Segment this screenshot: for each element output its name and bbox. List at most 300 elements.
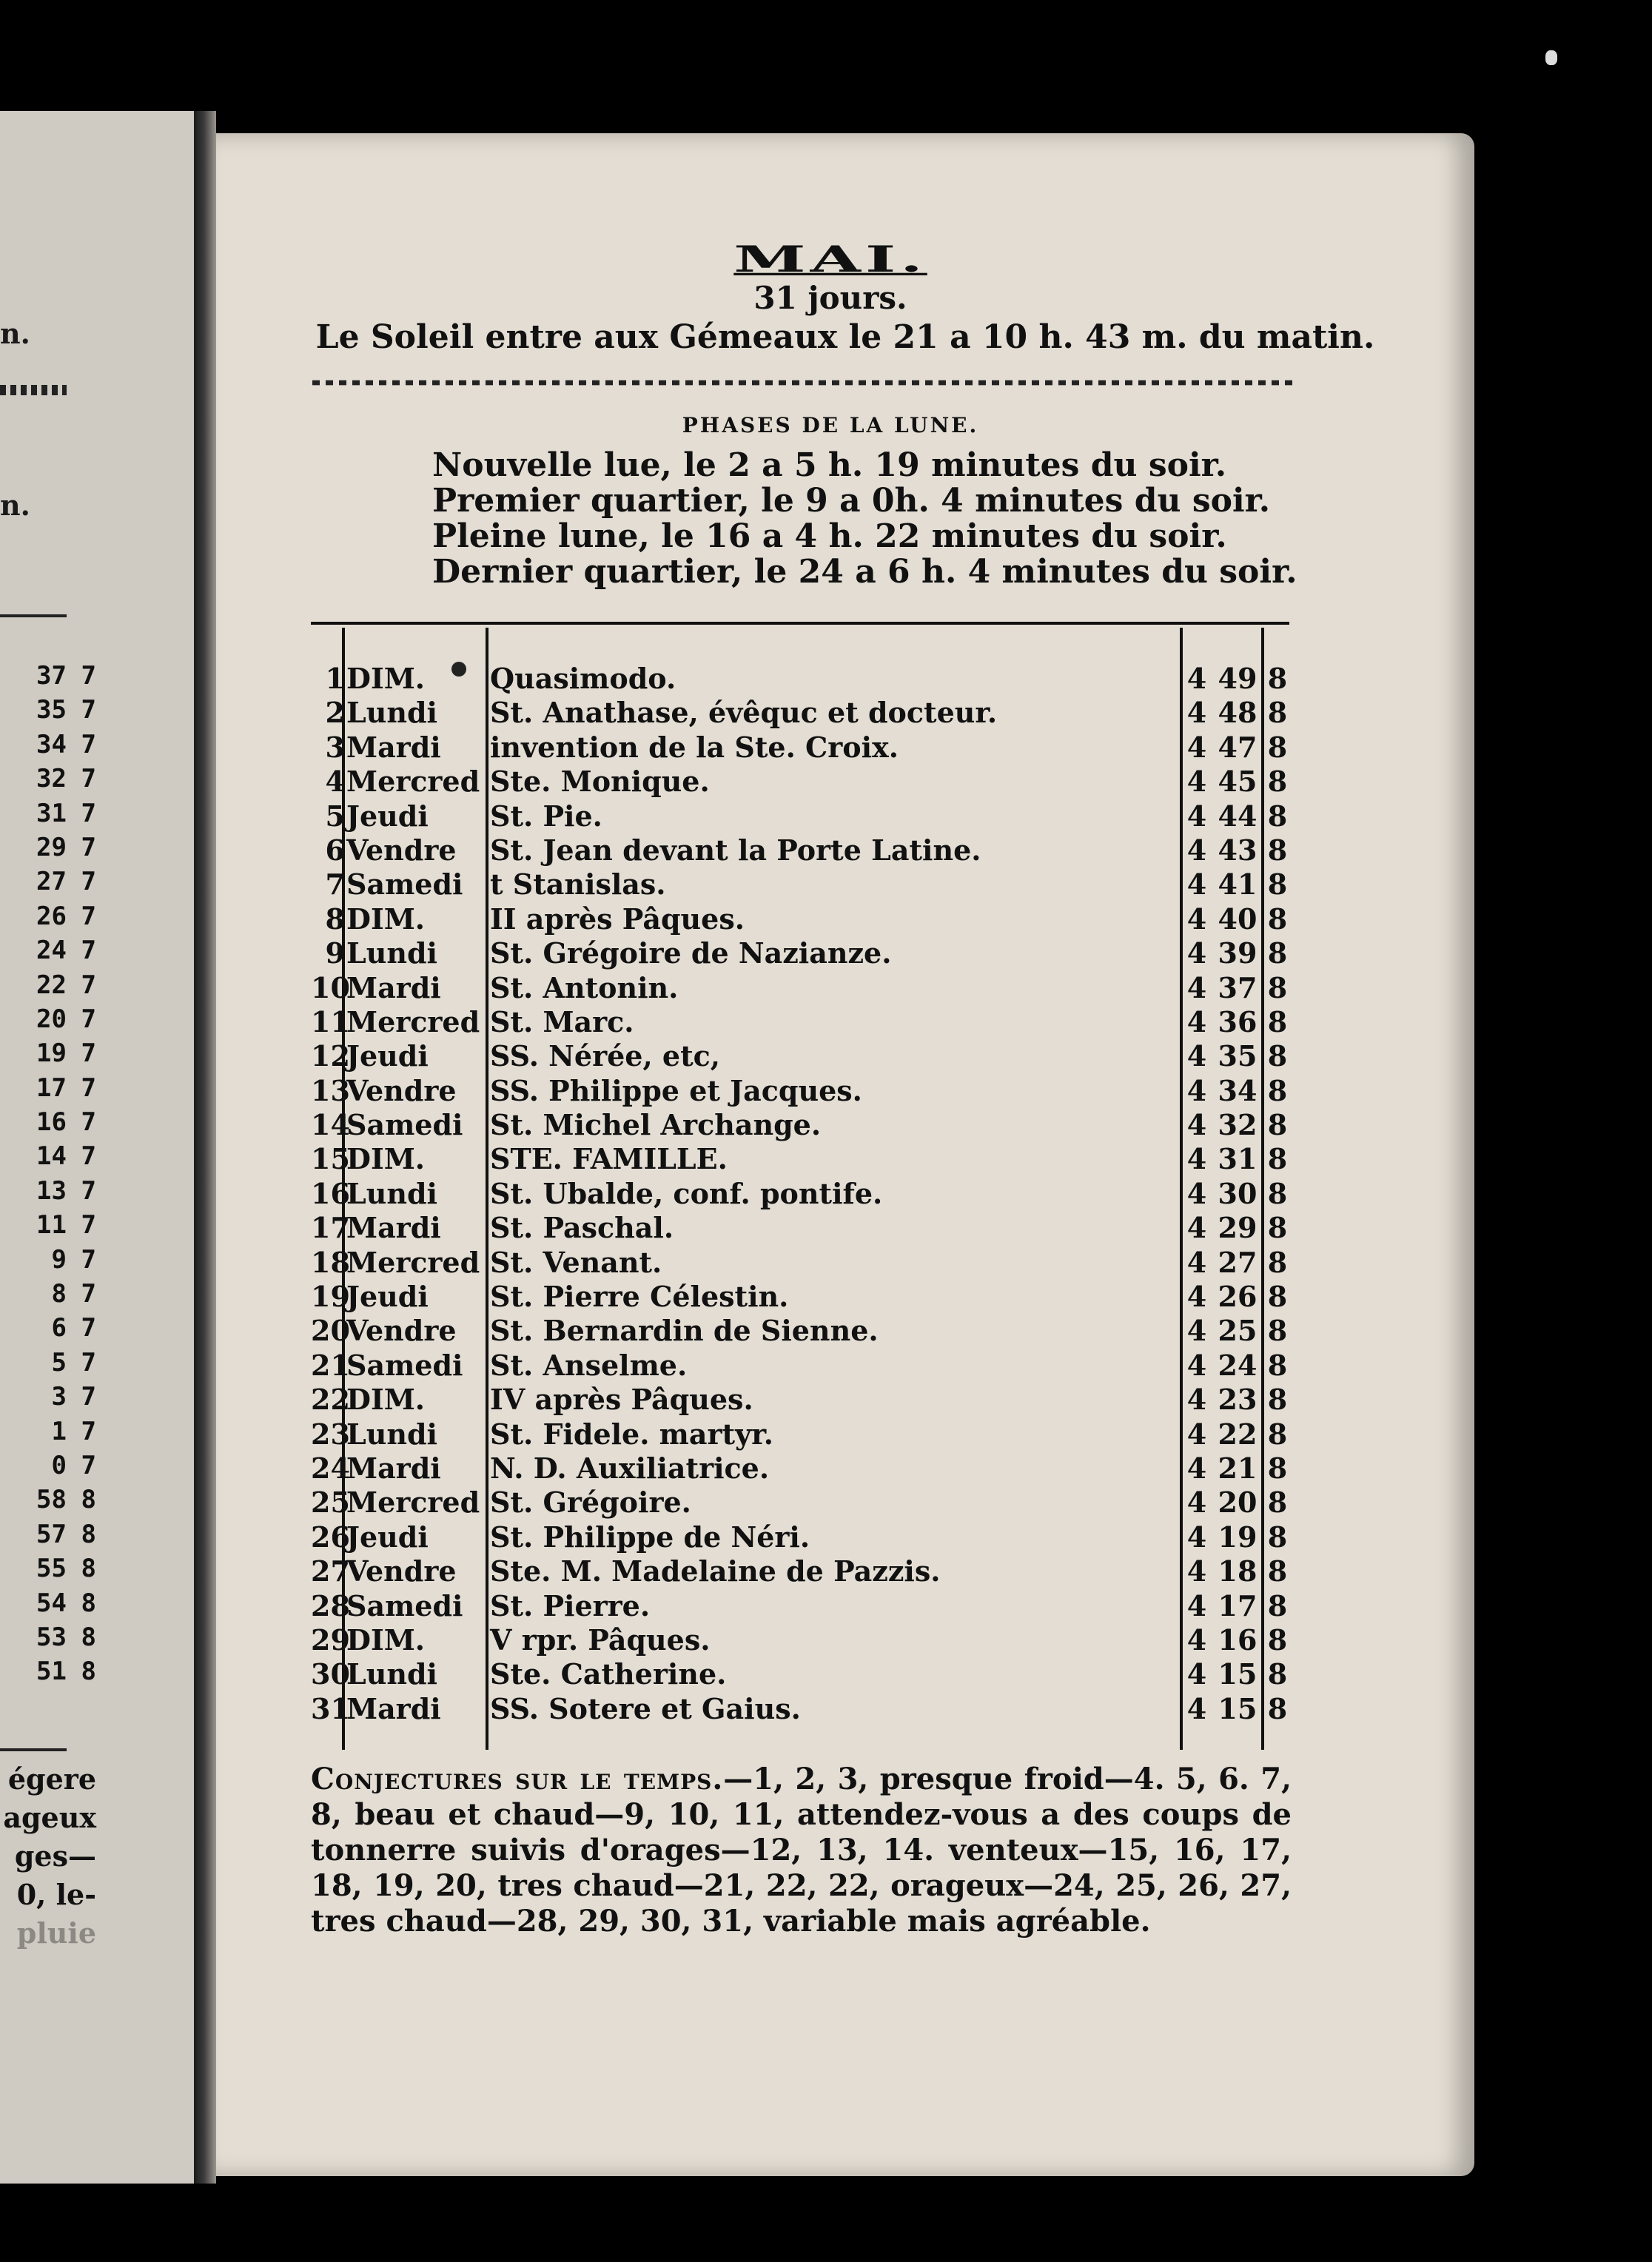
left-row xyxy=(0,659,96,693)
feast-name: St. Anathase, évêquc et docteur. xyxy=(490,696,998,730)
sunset-hour: 8 xyxy=(1267,1004,1288,1038)
sunset-hour: 8 xyxy=(1267,1348,1288,1382)
calendar-row xyxy=(311,1005,1289,1039)
sunset-hour: 8 xyxy=(1267,867,1288,902)
days-count: 31 jours. xyxy=(753,280,907,316)
feast-name: N. D. Auxiliatrice. xyxy=(490,1451,770,1485)
sunrise-hour: 4 xyxy=(1186,1520,1207,1554)
feast-name: St. Philippe de Néri. xyxy=(490,1520,810,1554)
sunrise-minute: 25 xyxy=(1218,1314,1258,1348)
feast-name: invention de la Ste. Croix. xyxy=(490,730,899,764)
left-row-hour: 7 xyxy=(81,1382,96,1412)
feast-name: St. Pie. xyxy=(490,799,602,833)
calendar-table xyxy=(311,622,1289,1750)
weekday: Lundi xyxy=(346,696,437,730)
left-row-minute: 5 xyxy=(51,1347,67,1377)
edge-mark xyxy=(1545,50,1557,65)
feast-name: St. Michel Archange. xyxy=(490,1108,822,1142)
sunrise-hour: 4 xyxy=(1186,1622,1207,1657)
sunset-hour: 8 xyxy=(1267,936,1288,970)
calendar-row xyxy=(311,1486,1289,1520)
calendar-row xyxy=(311,1142,1289,1176)
weekday: DIM. xyxy=(346,1383,426,1417)
sunset-hour: 8 xyxy=(1267,1417,1288,1451)
weekday: Mardi xyxy=(346,1691,441,1725)
sunrise-hour: 4 xyxy=(1186,1108,1207,1142)
feast-name: Ste. M. Madelaine de Pazzis. xyxy=(490,1554,941,1588)
sunrise-hour: 4 xyxy=(1186,1314,1207,1348)
left-tail-line: pluie xyxy=(16,1916,96,1950)
wavy-rule xyxy=(312,374,1297,390)
book-gutter xyxy=(194,111,216,2184)
feast-name: II après Pâques. xyxy=(490,902,745,936)
sunrise-minute: 36 xyxy=(1218,1004,1258,1038)
sunrise-hour: 4 xyxy=(1186,765,1207,799)
left-row-minute: 51 xyxy=(36,1657,67,1687)
left-row xyxy=(0,1586,96,1620)
left-page-fragment xyxy=(0,111,194,2184)
sunrise-minute: 43 xyxy=(1218,833,1258,867)
sunset-hour: 8 xyxy=(1267,1657,1288,1691)
sunrise-hour: 4 xyxy=(1186,1073,1207,1107)
left-row xyxy=(0,1311,96,1345)
sunset-hour: 8 xyxy=(1267,1486,1288,1520)
left-row-minute: 0 xyxy=(51,1450,67,1480)
sunrise-hour: 4 xyxy=(1186,1588,1207,1622)
almanac-page xyxy=(216,133,1474,2176)
sunrise-hour: 4 xyxy=(1186,799,1207,833)
sunrise-minute: 26 xyxy=(1218,1280,1258,1314)
left-wavy-rule xyxy=(0,385,67,395)
calendar-row xyxy=(311,936,1289,970)
left-row-minute: 3 xyxy=(51,1382,67,1412)
calendar-row xyxy=(311,867,1289,902)
weekday: DIM. xyxy=(346,662,426,695)
left-row-hour: 7 xyxy=(81,1038,96,1069)
day-number: 30 xyxy=(311,1657,350,1691)
sunrise-minute: 41 xyxy=(1218,867,1258,902)
left-row xyxy=(0,1483,96,1517)
moon-phases xyxy=(432,448,1357,590)
sunrise-hour: 4 xyxy=(1186,730,1207,764)
day-number: 18 xyxy=(311,1245,350,1279)
sunrise-minute: 48 xyxy=(1218,696,1258,730)
weekday: Lundi xyxy=(346,1417,437,1451)
conjectures-label: Conjectures sur le temps. xyxy=(311,1762,724,1796)
sunrise-minute: 23 xyxy=(1218,1383,1258,1417)
calendar-rows xyxy=(311,662,1289,1726)
sunrise-minute: 34 xyxy=(1218,1073,1258,1107)
calendar-row xyxy=(311,1349,1289,1383)
day-number: 2 xyxy=(325,696,345,730)
sunset-hour: 8 xyxy=(1267,730,1288,764)
left-tail-line: ageux xyxy=(3,1801,96,1834)
left-row-hour: 7 xyxy=(81,1347,96,1377)
sunrise-minute: 27 xyxy=(1218,1245,1258,1279)
weekday: Jeudi xyxy=(346,1520,429,1554)
left-row-minute: 58 xyxy=(36,1485,67,1515)
sunrise-minute: 24 xyxy=(1218,1348,1258,1382)
day-number: 8 xyxy=(325,902,345,936)
left-row xyxy=(0,933,96,967)
feast-name: St. Ubalde, conf. pontife. xyxy=(490,1176,883,1210)
left-row-hour: 7 xyxy=(81,1073,96,1103)
sunset-hour: 8 xyxy=(1267,1039,1288,1073)
sunrise-minute: 20 xyxy=(1218,1486,1258,1520)
left-row xyxy=(0,1414,96,1449)
left-row xyxy=(0,762,96,796)
sunrise-minute: 22 xyxy=(1218,1417,1258,1451)
feast-name: Ste. Catherine. xyxy=(490,1657,727,1691)
day-number: 5 xyxy=(325,799,345,833)
left-fragment-text: n. xyxy=(0,489,30,522)
day-number: 22 xyxy=(311,1383,350,1417)
sunrise-hour: 4 xyxy=(1186,662,1207,695)
left-row-minute: 34 xyxy=(36,729,67,759)
sunrise-minute: 15 xyxy=(1218,1691,1258,1725)
left-tail-line: égere xyxy=(7,1762,96,1796)
left-row xyxy=(0,1036,96,1070)
left-row-minute: 20 xyxy=(36,1004,67,1034)
sunrise-minute: 18 xyxy=(1218,1554,1258,1588)
sunrise-hour: 4 xyxy=(1186,1383,1207,1417)
calendar-row xyxy=(311,1074,1289,1108)
new-moon-icon xyxy=(451,662,466,677)
day-number: 21 xyxy=(311,1348,350,1382)
feast-name: St. Venant. xyxy=(490,1245,662,1279)
feast-name: t Stanislas. xyxy=(490,867,666,902)
weekday: Samedi xyxy=(346,1108,463,1142)
day-number: 23 xyxy=(311,1417,350,1451)
sunset-hour: 8 xyxy=(1267,1108,1288,1142)
sunset-hour: 8 xyxy=(1267,833,1288,867)
sunrise-minute: 21 xyxy=(1218,1451,1258,1485)
sunset-hour: 8 xyxy=(1267,799,1288,833)
feast-name: STE. FAMILLE. xyxy=(490,1142,728,1176)
left-row xyxy=(0,1620,96,1654)
weekday: Vendre xyxy=(346,833,457,867)
left-row-minute: 24 xyxy=(36,936,67,966)
conjectures-text: —1, 2, 3, presque froid—4. 5, 6. 7, 8, beau et chaud—9, 10, 11, attendez-vous a des coups de tonnerre suivis d'orages—12, 13, 14. venteux—15, 16, 17, 18, 19, 20, tres chaud—21, 22, 22, orageux—24, 25, 26, 27, tres chaud—28, 29, 30, 31, variable mais agréable. xyxy=(311,1762,1292,1939)
left-row xyxy=(0,1174,96,1208)
left-row-hour: 7 xyxy=(81,832,96,862)
sunrise-hour: 4 xyxy=(1186,1176,1207,1210)
sunrise-hour: 4 xyxy=(1186,1280,1207,1314)
left-row-minute: 37 xyxy=(36,661,67,691)
phase-line: Nouvelle lue, le 2 a 5 h. 19 minutes du soir. xyxy=(432,446,1227,484)
feast-name: IV après Pâques. xyxy=(490,1383,753,1417)
left-fragment-text: n. xyxy=(0,317,30,350)
sunrise-hour: 4 xyxy=(1186,867,1207,902)
calendar-row xyxy=(311,1108,1289,1142)
left-row-minute: 27 xyxy=(36,867,67,897)
left-row xyxy=(0,1449,96,1483)
feast-name: St. Pierre. xyxy=(490,1588,651,1622)
left-row-hour: 7 xyxy=(81,695,96,725)
left-row-hour: 7 xyxy=(81,970,96,1000)
calendar-row xyxy=(311,902,1289,936)
sunrise-hour: 4 xyxy=(1186,1039,1207,1073)
left-row-minute: 6 xyxy=(51,1313,67,1343)
left-row-hour: 7 xyxy=(81,729,96,759)
calendar-row xyxy=(311,1417,1289,1451)
day-number: 28 xyxy=(311,1588,350,1622)
left-rule xyxy=(0,614,67,617)
weekday: Jeudi xyxy=(346,799,429,833)
feast-name: St. Antonin. xyxy=(490,970,679,1004)
sunrise-minute: 15 xyxy=(1218,1657,1258,1691)
calendar-row xyxy=(311,833,1289,867)
day-number: 3 xyxy=(325,730,345,764)
feast-name: SS. Nérée, etc, xyxy=(490,1039,720,1073)
sunset-hour: 8 xyxy=(1267,1691,1288,1725)
sunrise-hour: 4 xyxy=(1186,936,1207,970)
left-row xyxy=(0,1002,96,1036)
calendar-row xyxy=(311,1246,1289,1280)
left-row xyxy=(0,796,96,830)
sunset-hour: 8 xyxy=(1267,1280,1288,1314)
left-row xyxy=(0,1208,96,1242)
left-row-minute: 16 xyxy=(36,1107,67,1138)
left-row-minute: 19 xyxy=(36,1038,67,1069)
left-row-hour: 8 xyxy=(81,1657,96,1687)
calendar-row xyxy=(311,971,1289,1005)
sunrise-minute: 47 xyxy=(1218,730,1258,764)
left-row-hour: 7 xyxy=(81,1210,96,1241)
day-number: 24 xyxy=(311,1451,350,1485)
weekday: Vendre xyxy=(346,1073,457,1107)
sunrise-hour: 4 xyxy=(1186,970,1207,1004)
left-row-hour: 7 xyxy=(81,764,96,794)
feast-name: SS. Philippe et Jacques. xyxy=(490,1073,862,1107)
day-number: 26 xyxy=(311,1520,350,1554)
weekday: Mercred xyxy=(346,1004,480,1038)
left-row xyxy=(0,1139,96,1173)
sunset-hour: 8 xyxy=(1267,1245,1288,1279)
left-row-minute: 29 xyxy=(36,832,67,862)
calendar-row xyxy=(311,1589,1289,1623)
feast-name: St. Anselme. xyxy=(490,1348,688,1382)
feast-name: St. Pierre Célestin. xyxy=(490,1280,789,1314)
calendar-row xyxy=(311,765,1289,799)
day-number: 17 xyxy=(311,1211,350,1245)
calendar-row xyxy=(311,662,1289,696)
calendar-row xyxy=(311,731,1289,765)
left-row xyxy=(0,1517,96,1551)
weekday: Jeudi xyxy=(346,1039,429,1073)
day-number: 27 xyxy=(311,1554,350,1588)
sunrise-hour: 4 xyxy=(1186,1348,1207,1382)
left-row-hour: 7 xyxy=(81,1141,96,1172)
weekday: DIM. xyxy=(346,902,426,936)
calendar-row xyxy=(311,799,1289,833)
left-row-minute: 57 xyxy=(36,1519,67,1549)
left-row xyxy=(0,968,96,1002)
day-number: 7 xyxy=(325,867,345,902)
sunrise-minute: 32 xyxy=(1218,1108,1258,1142)
weekday: DIM. xyxy=(346,1142,426,1176)
sunrise-minute: 45 xyxy=(1218,765,1258,799)
left-row-hour: 8 xyxy=(81,1519,96,1549)
day-number: 6 xyxy=(325,833,345,867)
day-number: 25 xyxy=(311,1486,350,1520)
weekday: Jeudi xyxy=(346,1280,429,1314)
calendar-row xyxy=(311,1280,1289,1314)
sunrise-hour: 4 xyxy=(1186,1245,1207,1279)
day-number: 29 xyxy=(311,1622,350,1657)
left-row-minute: 14 xyxy=(36,1141,67,1172)
sunrise-hour: 4 xyxy=(1186,902,1207,936)
left-tail-line: 0, le- xyxy=(16,1878,96,1911)
left-tail-line: ges— xyxy=(14,1839,96,1873)
feast-name: SS. Sotere et Gaius. xyxy=(490,1691,801,1725)
sun-entry-line: Le Soleil entre aux Gémeaux le 21 a 10 h. 43 m. du matin. xyxy=(315,318,1375,356)
calendar-row xyxy=(311,1657,1289,1691)
sunset-hour: 8 xyxy=(1267,1073,1288,1107)
sunset-hour: 8 xyxy=(1267,1383,1288,1417)
left-row xyxy=(0,1654,96,1688)
calendar-row xyxy=(311,1554,1289,1588)
feast-name: St. Bernardin de Sienne. xyxy=(490,1314,879,1348)
left-row-minute: 35 xyxy=(36,695,67,725)
left-row-minute: 55 xyxy=(36,1554,67,1584)
left-row xyxy=(0,1105,96,1139)
left-row xyxy=(0,728,96,762)
day-number: 13 xyxy=(311,1073,350,1107)
sunrise-hour: 4 xyxy=(1186,1417,1207,1451)
calendar-row xyxy=(311,1451,1289,1486)
calendar-row xyxy=(311,1039,1289,1073)
weather-conjectures xyxy=(311,1762,1292,1939)
left-rows xyxy=(0,659,96,1689)
left-row-hour: 7 xyxy=(81,1244,96,1275)
calendar-row xyxy=(311,1520,1289,1554)
left-row xyxy=(0,899,96,933)
left-row-minute: 31 xyxy=(36,798,67,828)
sunset-hour: 8 xyxy=(1267,1554,1288,1588)
sunrise-minute: 29 xyxy=(1218,1211,1258,1245)
left-row-hour: 8 xyxy=(81,1588,96,1618)
left-row-minute: 54 xyxy=(36,1588,67,1618)
weekday: Lundi xyxy=(346,936,437,970)
calendar-row xyxy=(311,696,1289,730)
weekday: Mercred xyxy=(346,1245,480,1279)
weekday: Lundi xyxy=(346,1176,437,1210)
feast-name: St. Grégoire. xyxy=(490,1486,691,1520)
calendar-row xyxy=(311,1383,1289,1417)
feast-name: V rpr. Pâques. xyxy=(490,1622,711,1657)
sunrise-hour: 4 xyxy=(1186,696,1207,730)
sunset-hour: 8 xyxy=(1267,1451,1288,1485)
sunset-hour: 8 xyxy=(1267,1142,1288,1176)
left-row-minute: 17 xyxy=(36,1073,67,1103)
left-tail xyxy=(0,1760,96,1953)
calendar-row xyxy=(311,1692,1289,1726)
feast-name: Ste. Monique. xyxy=(490,765,710,799)
day-number: 11 xyxy=(311,1004,350,1038)
weekday: Mercred xyxy=(346,765,480,799)
phase-line: Premier quartier, le 9 a 0h. 4 minutes du soir. xyxy=(432,482,1271,520)
weekday: DIM. xyxy=(346,1622,426,1657)
weekday: Samedi xyxy=(346,1588,463,1622)
sunrise-minute: 19 xyxy=(1218,1520,1258,1554)
sunrise-hour: 4 xyxy=(1186,1554,1207,1588)
phase-line: Dernier quartier, le 24 a 6 h. 4 minutes du soir. xyxy=(432,553,1297,591)
left-row-hour: 8 xyxy=(81,1622,96,1652)
day-number: 4 xyxy=(325,765,345,799)
weekday: Vendre xyxy=(346,1554,457,1588)
left-row xyxy=(0,1380,96,1414)
left-row-hour: 7 xyxy=(81,1175,96,1206)
day-number: 20 xyxy=(311,1314,350,1348)
left-row-minute: 32 xyxy=(36,764,67,794)
calendar-row xyxy=(311,1623,1289,1657)
left-row-minute: 11 xyxy=(36,1210,67,1241)
sunset-hour: 8 xyxy=(1267,1314,1288,1348)
day-number: 19 xyxy=(311,1280,350,1314)
left-row xyxy=(0,830,96,865)
left-row xyxy=(0,1346,96,1380)
day-number: 16 xyxy=(311,1176,350,1210)
weekday: Samedi xyxy=(346,1348,463,1382)
left-row-hour: 7 xyxy=(81,1313,96,1343)
weekday: Mardi xyxy=(346,1451,441,1485)
sunset-hour: 8 xyxy=(1267,696,1288,730)
sunset-hour: 8 xyxy=(1267,662,1288,695)
left-row xyxy=(0,865,96,899)
left-row-hour: 7 xyxy=(81,798,96,828)
day-number: 15 xyxy=(311,1142,350,1176)
left-row-hour: 7 xyxy=(81,1107,96,1138)
sunset-hour: 8 xyxy=(1267,1520,1288,1554)
day-number: 9 xyxy=(325,936,345,970)
left-row xyxy=(0,1277,96,1311)
sunrise-minute: 37 xyxy=(1218,970,1258,1004)
left-row-hour: 7 xyxy=(81,1416,96,1446)
sunrise-minute: 35 xyxy=(1218,1039,1258,1073)
sunrise-hour: 4 xyxy=(1186,1142,1207,1176)
day-number: 12 xyxy=(311,1039,350,1073)
sunrise-hour: 4 xyxy=(1186,1211,1207,1245)
feast-name: St. Jean devant la Porte Latine. xyxy=(490,833,981,867)
sunrise-minute: 31 xyxy=(1218,1142,1258,1176)
left-row-minute: 13 xyxy=(36,1175,67,1206)
sunrise-hour: 4 xyxy=(1186,1451,1207,1485)
left-row xyxy=(0,1071,96,1105)
left-row-hour: 8 xyxy=(81,1485,96,1515)
sunset-hour: 8 xyxy=(1267,765,1288,799)
left-row xyxy=(0,693,96,727)
weekday: Mardi xyxy=(346,730,441,764)
calendar-row xyxy=(311,1314,1289,1348)
sunrise-minute: 16 xyxy=(1218,1622,1258,1657)
weekday: Samedi xyxy=(346,867,463,902)
left-row-hour: 7 xyxy=(81,661,96,691)
left-row-hour: 7 xyxy=(81,901,96,931)
weekday: Mardi xyxy=(346,970,441,1004)
sunset-hour: 8 xyxy=(1267,970,1288,1004)
left-row-hour: 7 xyxy=(81,936,96,966)
left-row-hour: 7 xyxy=(81,867,96,897)
sunrise-minute: 49 xyxy=(1218,662,1258,695)
day-number: 14 xyxy=(311,1108,350,1142)
feast-name: St. Paschal. xyxy=(490,1211,674,1245)
left-row-hour: 7 xyxy=(81,1004,96,1034)
sunrise-minute: 17 xyxy=(1218,1588,1258,1622)
left-row-hour: 7 xyxy=(81,1279,96,1309)
phase-line: Pleine lune, le 16 a 4 h. 22 minutes du soir. xyxy=(432,517,1227,555)
month-title: MAI. xyxy=(733,238,927,281)
